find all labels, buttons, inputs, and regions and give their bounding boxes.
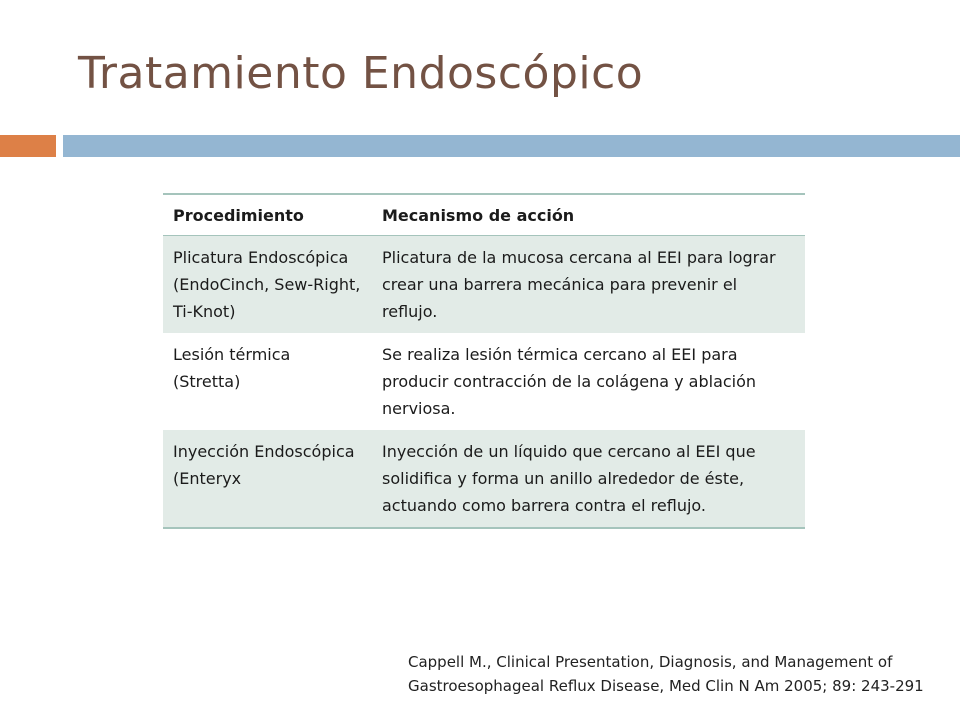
mechanism-cell: Inyección de un líquido que cercano al EEI que solidifica y forma un anillo alrededor de éste, actuando como barrera contra el reflujo.: [372, 430, 805, 528]
header-mechanism: Mecanismo de acción: [372, 194, 805, 236]
procedures-table-container: [163, 193, 805, 529]
header-procedure: Procedimiento: [163, 194, 372, 236]
mechanism-cell: Plicatura de la mucosa cercana al EEI para lograr crear una barrera mecánica para prevenir el reflujo.: [372, 236, 805, 334]
table-row: [163, 333, 805, 430]
accent-bar-blue: [63, 135, 960, 157]
procedure-cell: Inyección Endoscópica (Enteryx: [163, 430, 372, 528]
procedures-table: [163, 193, 805, 529]
accent-bar-orange: [0, 135, 56, 157]
mechanism-cell: Se realiza lesión térmica cercano al EEI para producir contracción de la colágena y ablación nerviosa.: [372, 333, 805, 430]
citation-line-2: Gastroesophageal Reflux Disease, Med Clin N Am 2005; 89: 243-291: [408, 677, 924, 695]
table-row: [163, 236, 805, 334]
slide-title: Tratamiento Endoscópico: [78, 48, 644, 99]
citation-line-1: Cappell M., Clinical Presentation, Diagnosis, and Management of: [408, 653, 893, 671]
table-header-row: [163, 194, 805, 236]
citation: [408, 650, 948, 698]
procedure-cell: Lesión térmica (Stretta): [163, 333, 372, 430]
table-row: [163, 430, 805, 528]
procedure-cell: Plicatura Endoscópica (EndoCinch, Sew-Right, Ti-Knot): [163, 236, 372, 334]
